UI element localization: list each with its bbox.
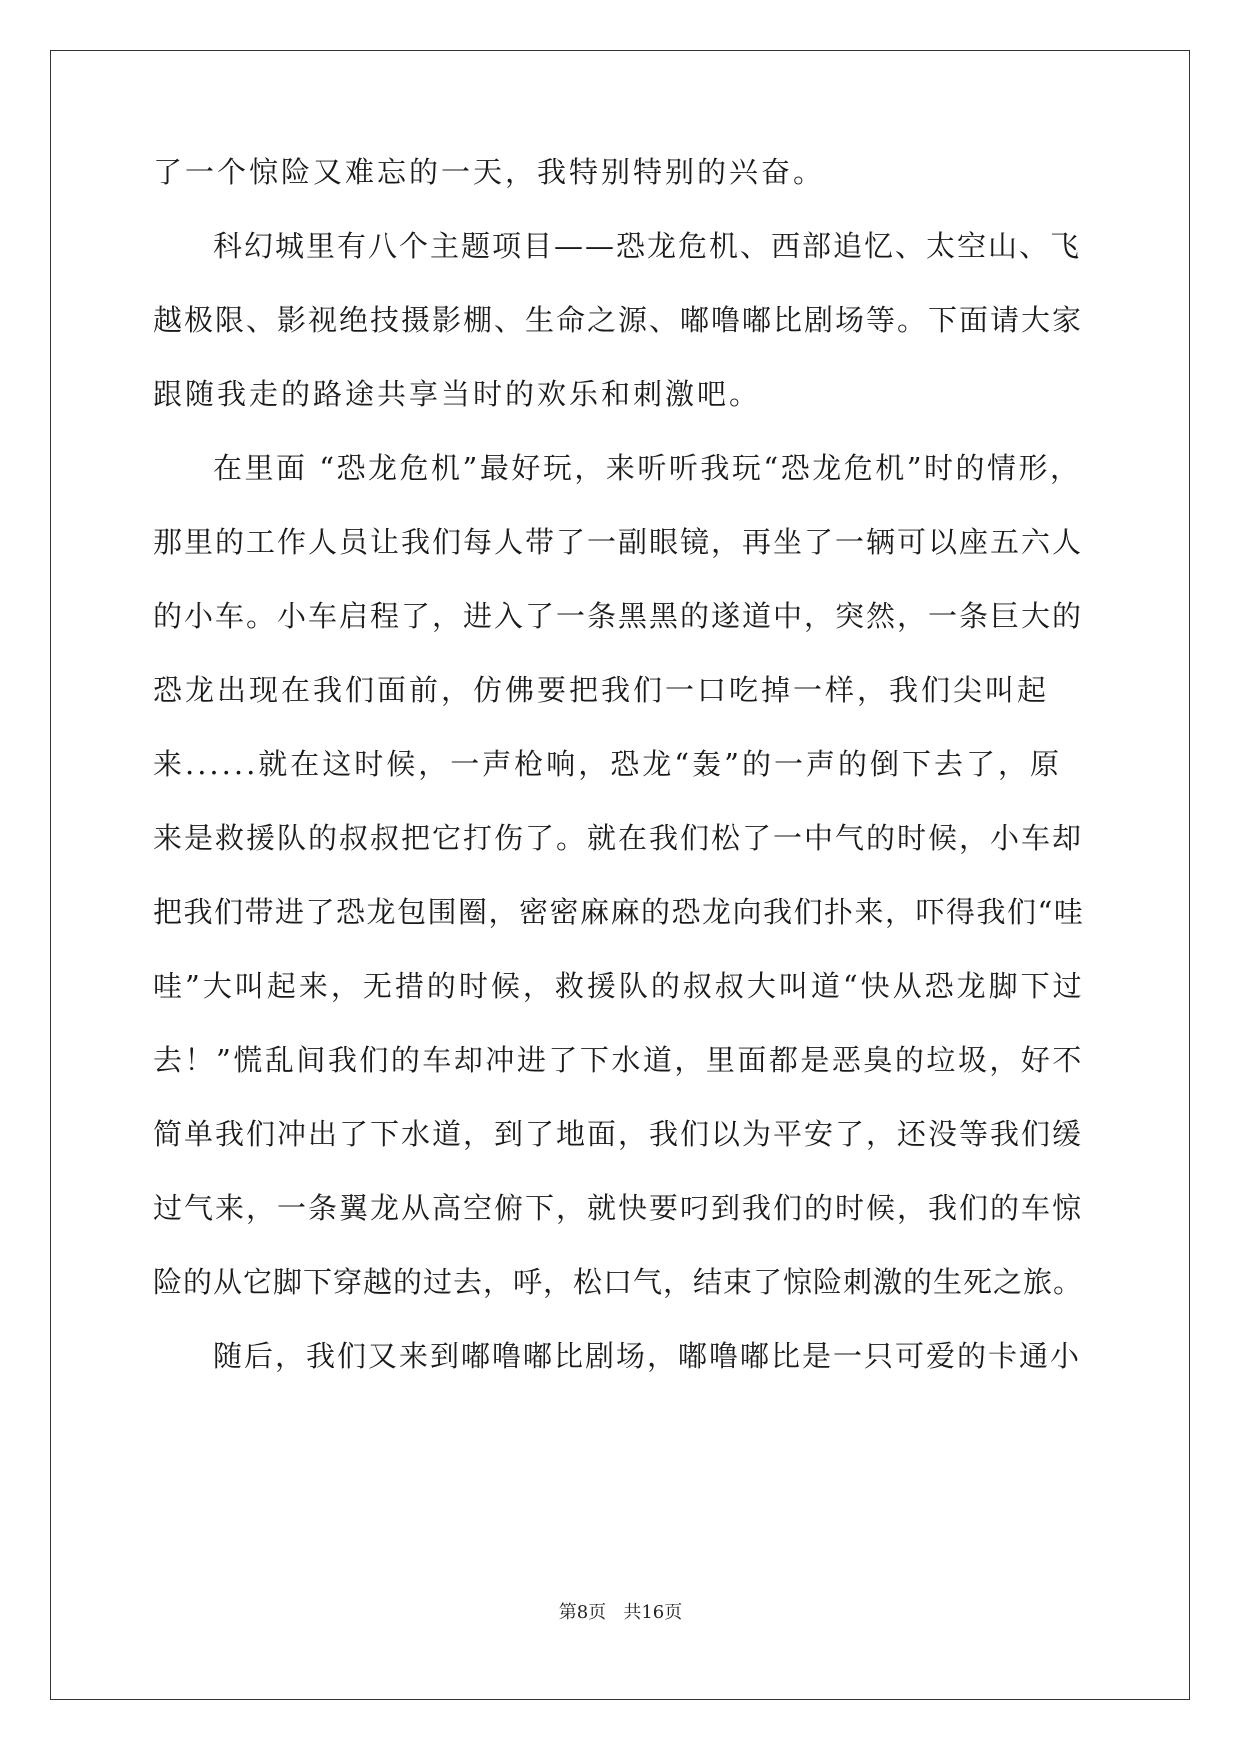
text-line: 来是救援队的叔叔把它打伤了。就在我们松了一中气的时候，小车却 bbox=[153, 821, 1084, 855]
text-line: 随后，我们又来到嘟噜嘟比剧场，嘟噜嘟比是一只可爱的卡通小 bbox=[213, 1339, 1082, 1373]
text-line: 跟随我走的路途共享当时的欢乐和刺激吧。 bbox=[153, 377, 762, 411]
text-line: 科幻城里有八个主题项目——恐龙危机、西部追忆、太空山、飞 bbox=[213, 229, 1082, 263]
text-line: 越极限、影视绝技摄影棚、生命之源、嘟噜嘟比剧场等。下面请大家 bbox=[153, 303, 1084, 337]
text-line: 过气来，一条翼龙从高空俯下，就快要叼到我们的时候，我们的车惊 bbox=[153, 1191, 1084, 1225]
page-number: 第8页 共16页 bbox=[558, 1602, 683, 1623]
text-line: 的小车。小车启程了，进入了一条黑黑的遂道中，突然，一条巨大的 bbox=[153, 599, 1084, 633]
text-line: 哇”大叫起来，无措的时候，救援队的叔叔大叫道“快从恐龙脚下过 bbox=[153, 969, 1085, 1003]
text-line: 来......就在这时候，一声枪响，恐龙“轰”的一声的倒下去了，原 bbox=[153, 747, 1062, 781]
text-line: 恐龙出现在我们面前，仿佛要把我们一口吃掉一样，我们尖叫起 bbox=[153, 673, 1050, 707]
text-line: 了一个惊险又难忘的一天，我特别特别的兴奋。 bbox=[153, 155, 826, 189]
text-line: 把我们带进了恐龙包围圈，密密麻麻的恐龙向我们扑来，吓得我们“哇 bbox=[153, 895, 1085, 929]
text-line: 险的从它脚下穿越的过去，呼，松口气，结束了惊险刺激的生死之旅。 bbox=[153, 1265, 1084, 1299]
text-line: 去！”慌乱间我们的车却冲进了下水道，里面都是恶臭的垃圾，好不 bbox=[153, 1043, 1084, 1077]
text-line: 简单我们冲出了下水道，到了地面，我们以为平安了，还没等我们缓 bbox=[153, 1117, 1084, 1151]
text-line: 在里面 “恐龙危机”最好玩，来听听我玩“恐龙危机”时的情形， bbox=[213, 451, 1082, 485]
text-line: 那里的工作人员让我们每人带了一副眼镜，再坐了一辆可以座五六人 bbox=[153, 525, 1084, 559]
